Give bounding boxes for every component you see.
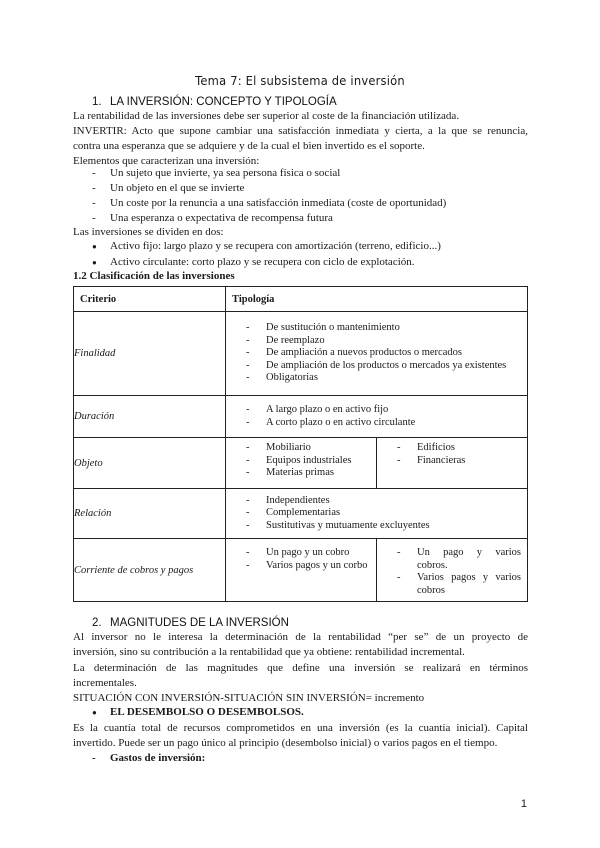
document-page: Tema 7: El subsistema de inversión 1. LA INVERSIÓN: CONCEPTO Y TIPOLOGÍA La rentabilidad de las inversiones debe ser superior al coste de la financiación utilizada. INVERTIR: Acto que supone cambiar una satisfacción inmediata y cierta, a la que se renuncia, contra una esperanza que se adquiere y de la cual el bien invertido es el soporte. Elementos que caracterizan una inversión: - Un sujeto que invierte, ya sea persona física o social - Un objeto en el que se invierte - Un coste por la renuncia a una satisfacción inmediata (coste de oportunidad) - Una esperanza o expectativa de recompensa futura Las inversiones se dividen en dos: ● Activo fijo: largo plazo y se recupera con amortización (terreno, edificio...) ● Activo circulante: corto plazo y se recupera con ciclo de explotación. 1.2 Clasificación de las inversiones Criterio Tipología Finalidad - De sustitución o mantenimiento - De reemplazo - De ampliación a nuevos productos o mercados - De ampliación de los productos o mercados ya existentes - Obligatorias Duración - A largo plazo o en activo fijo - A corto plazo o en activo circulante Objeto - Mobiliario - Equipos industriales - Materias primas - Edificios - Financieras Relación - Independientes - Complementarias - Sustitutivas y mutuamente excluyentes Corriente de cobros y pagos - Un pago y un cobro - Varios pagos y un corbo - Un pago y varios cobros. - Varios pagos y varios cobros 2. MAGNITUDES DE LA INVERSIÓN Al inversor no le interesa la determinación de la rentabilidad “per se” de un proyecto de inversión, sino su contribución a la rentabilidad que ya obtiene: rentabilidad incremental. La determinación de las magnitudes que define una inversión se realizará en términos incrementales. SITUACIÓN CON INVERSIÓN-SITUACIÓN SIN INVERSIÓN= incremento ● EL DESEMBOLSO O DESEMBOLSOS. Es la cuantía total de recursos comprometidos en una inversión (es la cuantía inicial). Capital invertido. Puede ser un pago único al principio (desembolso inicial) o varios pagos en el tiempo. - Gastos de inversión: 1 <box>0 0 600 848</box>
list-item: - Complementarias <box>246 507 521 520</box>
list-item: - De ampliación a nuevos productos o mercados <box>246 347 521 360</box>
criterio-objeto: Objeto <box>74 438 226 489</box>
criterio-finalidad: Finalidad <box>74 312 226 396</box>
tipologia-relacion <box>226 489 528 539</box>
tipologia-objeto <box>226 438 528 489</box>
tipologia-duracion <box>226 396 528 438</box>
column-header-criterio: Criterio <box>74 287 226 312</box>
criterio-corriente: Corriente de cobros y pagos <box>74 539 226 602</box>
tipologia-finalidad <box>226 312 528 396</box>
subheading-clasificacion: 1.2 Clasificación de las inversiones <box>73 270 235 282</box>
elements-intro: Elementos que caracterizan una inversión: <box>73 155 260 167</box>
paragraph-magnitudes-line1: La determinación de las magnitudes que define una inversión se realizará en términos <box>73 662 528 674</box>
section-1-title: LA INVERSIÓN: CONCEPTO Y TIPOLOGÍA <box>110 96 337 108</box>
page-number: 1 <box>520 798 527 810</box>
list-item: - De sustitución o mantenimiento <box>246 322 521 335</box>
section-2-title: MAGNITUDES DE LA INVERSIÓN <box>110 617 289 629</box>
bullet-icon: ● <box>92 708 97 717</box>
divide-intro: Las inversiones se dividen en dos: <box>73 226 224 238</box>
list-item: - Varios pagos y un corbo <box>246 560 370 573</box>
list-item: - Independientes <box>246 495 521 508</box>
list-item: - De reemplazo <box>246 335 521 348</box>
table-row <box>74 396 528 438</box>
section-1-number: 1. <box>92 96 102 108</box>
list-item: - Un pago y varios cobros. <box>397 547 521 572</box>
list-item: - Un pago y un cobro <box>246 547 370 560</box>
paragraph-rentabilidad: La rentabilidad de las inversiones debe ser superior al coste de la financiación utilizada. <box>73 110 460 122</box>
list-item: - Sustitutivas y mutuamente excluyentes <box>246 520 521 533</box>
table-row <box>74 438 528 489</box>
table-row <box>74 312 528 396</box>
bullet-icon: ● <box>92 242 97 251</box>
paragraph-inversor-line2: inversión, sino su contribución a la rentabilidad que ya obtiene: rentabilidad incremental. <box>73 646 465 658</box>
table-row <box>74 539 528 602</box>
list-item: - Obligatorias <box>246 372 521 385</box>
column-header-tipologia: Tipología <box>226 287 528 312</box>
section-2-number: 2. <box>92 617 102 629</box>
list-item: - De ampliación de los productos o mercados ya existentes <box>246 360 521 373</box>
paragraph-invertir-line1: INVERTIR: Acto que supone cambiar una satisfacción inmediata y cierta, a la que se renuncia, <box>73 125 528 137</box>
classification-table <box>73 286 528 602</box>
list-item: - Edificios <box>397 442 521 455</box>
table-row <box>74 489 528 539</box>
page-title: Tema 7: El subsistema de inversión <box>195 73 405 89</box>
paragraph-invertir-line2: contra una esperanza que se adquiere y de la cual el bien invertido es el soporte. <box>73 140 425 152</box>
paragraph-inversor-line1: Al inversor no le interesa la determinación de la rentabilidad “per se” de un proyecto de <box>73 631 528 643</box>
criterio-relacion: Relación <box>74 489 226 539</box>
gastos-heading: Gastos de inversión: <box>110 752 206 764</box>
table-header-row <box>74 287 528 312</box>
list-item: - A largo plazo o en activo fijo <box>246 404 521 417</box>
list-item: - A corto plazo o en activo circulante <box>246 417 521 430</box>
list-item: - Mobiliario <box>246 442 370 455</box>
tipologia-corriente <box>226 539 528 602</box>
list-item: - Materias primas <box>246 467 370 480</box>
paragraph-desembolso-line1: Es la cuantía total de recursos comprometidos en una inversión (es la cuantía inicial). Capital <box>73 722 528 734</box>
paragraph-desembolso-line2: invertido. Puede ser un pago único al principio (desembolso inicial) o varios pagos en el tiempo. <box>73 737 498 749</box>
list-item: - Varios pagos y varios cobros <box>397 572 521 597</box>
criterio-duracion: Duración <box>74 396 226 438</box>
paragraph-magnitudes-line2: incrementales. <box>73 677 137 689</box>
list-item: - Equipos industriales <box>246 455 370 468</box>
bullet-icon: ● <box>92 258 97 267</box>
list-item: - Financieras <box>397 455 521 468</box>
formula-incremento: SITUACIÓN CON INVERSIÓN-SITUACIÓN SIN INVERSIÓN= incremento <box>73 692 425 704</box>
